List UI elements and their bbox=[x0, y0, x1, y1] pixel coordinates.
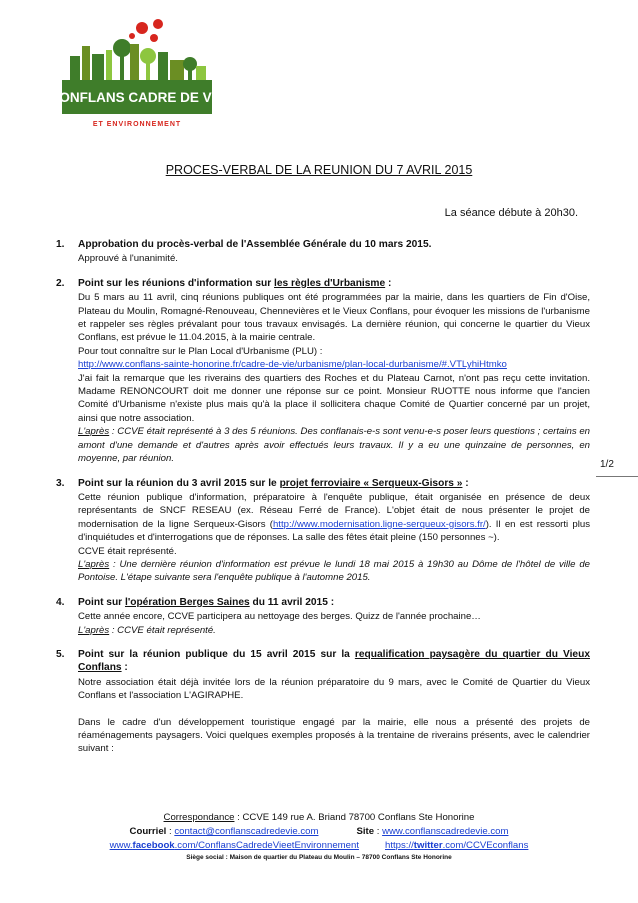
section-paragraph: Notre association était déjà invitée lors de la réunion préparatoire du 9 mars, avec le Comité de Quartier du Vieux Conflans et l'association L'AGIRAPHE. bbox=[78, 676, 590, 702]
link-part: twitter bbox=[413, 840, 443, 851]
footer-contact bbox=[0, 825, 638, 839]
site-label: Site bbox=[356, 826, 375, 837]
apres-label: L'après bbox=[78, 426, 110, 438]
apres-note bbox=[78, 624, 590, 637]
link-part: https:// bbox=[384, 840, 414, 851]
apres-label: L'après bbox=[78, 558, 110, 570]
section-5 bbox=[56, 648, 590, 756]
separator: : bbox=[374, 826, 383, 837]
link-part: facebook bbox=[132, 840, 175, 851]
section-paragraph: Cette année encore, CCVE participera au nettoyage des berges. Quizz de l'année prochaine… bbox=[78, 611, 481, 623]
section-number: 4. bbox=[56, 596, 65, 608]
section-title bbox=[78, 596, 590, 609]
apres-text: : CCVE était représenté à 3 des 5 réunions. Des conflanais-e-s sont venu-e-s poser leurs questions ; certains en amont d'une demande et d'autres après avoir effectués leurs travaux. Il y a eu une quinzaine de personnes, en moyenne, par réunion. bbox=[78, 426, 590, 465]
section-number: 5. bbox=[56, 648, 65, 660]
section-number: 1. bbox=[56, 239, 65, 250]
courriel-label: Courriel bbox=[129, 826, 167, 837]
section-4 bbox=[56, 596, 590, 637]
section-3-heading bbox=[56, 477, 590, 490]
paragraph-part: ). Il en est ressorti plus d'inquiétudes et d'interrogations que de réponses. La salle des fêtes était pleine (150 personnes ~). bbox=[78, 518, 590, 544]
session-start-time: La séance débute à 20h30. bbox=[444, 207, 578, 219]
section-2 bbox=[56, 277, 590, 466]
section-paragraph: Pour tout connaître sur le Plan Local d'Urbanisme (PLU) : bbox=[78, 345, 323, 357]
title-underlined: projet ferroviaire « Serqueux-Gisors » bbox=[279, 477, 463, 489]
section-paragraph: Du 5 mars au 11 avril, cinq réunions publiques ont été programmées par la mairie, dans les quartiers de Fin d'Oise, Plateau du Moulin, Romagné-Renouveau, Chennevières et le Vieux Conflans, pour évoquer les missions de l'urbanisme et rappeler ses règles prévalant pour tous travaux envisagés. La dernière réunion, qui concerne le quartier du Vieux Conflans, est prévue le 11.04.2015, à la mairie centrale. bbox=[78, 292, 590, 344]
logo-skyline bbox=[70, 39, 206, 80]
apres-label: L'après bbox=[78, 624, 110, 636]
section-1-heading bbox=[56, 238, 590, 251]
title-part: : bbox=[385, 277, 392, 289]
title-part: Point sur les réunions d'information sur bbox=[78, 277, 275, 289]
footer bbox=[0, 811, 638, 863]
section-title bbox=[78, 477, 590, 490]
link-part: www. bbox=[109, 840, 133, 851]
section-paragraph: J'ai fait la remarque que les riverains des quartiers des Roches et du Plateau Carnot, n'ont pas reçu cette invitation. Madame RENONCOURT doit me donner une réponse sur ce point. Monsieur RUOTTE nous informe que l'ancien Comité d'Urbanisme n'existe plus mais qu'à la place il sollicitera chaque Comité de Quartier concerné par un projet, ainsi que notre association. bbox=[78, 372, 590, 424]
section-1 bbox=[56, 238, 590, 266]
section-paragraph bbox=[78, 491, 590, 545]
apres-text: : CCVE était représenté. bbox=[109, 624, 216, 636]
footer-siege: Siège social : Maison de quartier du Plateau du Moulin – 78700 Conflans Ste Honorine bbox=[186, 854, 452, 861]
logo-main-text: CONFLANS CADRE DE VIE bbox=[49, 90, 225, 105]
correspondance-label: Correspondance bbox=[163, 812, 235, 823]
website-link[interactable]: www.conflanscadredevie.com bbox=[382, 826, 509, 837]
section-text: Approuvé à l'unanimité. bbox=[78, 253, 178, 265]
apres-note bbox=[78, 558, 590, 585]
link-part: .com/ConflansCadredeVieetEnvironnement bbox=[174, 840, 359, 851]
title-part: du 11 avril 2015 : bbox=[249, 596, 335, 608]
apres-note bbox=[78, 425, 590, 465]
footer-correspondance bbox=[0, 811, 638, 825]
section-title bbox=[78, 277, 590, 290]
title-part: Point sur la réunion du 3 avril 2015 sur le bbox=[78, 477, 280, 489]
serqueux-gisors-link[interactable]: http://www.modernisation.ligne-serqueux-gisors.fr/ bbox=[272, 518, 486, 530]
paragraph-part: Cette réunion publique d'information, préparatoire à l'enquête publique, était organisée en présence de deux représentants de SNCF RESEAU (ex. Réseau Ferré de France). L'objet était de nous présenter le projet de modernisation de la ligne Serqueux-Gisors ( bbox=[78, 491, 590, 530]
association-logo bbox=[49, 16, 225, 132]
twitter-link[interactable] bbox=[385, 840, 528, 851]
section-4-heading bbox=[56, 596, 590, 609]
section-2-heading bbox=[56, 277, 590, 290]
logo-sub-text: ET ENVIRONNEMENT bbox=[92, 121, 182, 128]
section-number: 3. bbox=[56, 477, 65, 489]
title-underlined: les règles d'Urbanisme bbox=[274, 277, 386, 289]
facebook-link[interactable] bbox=[110, 840, 359, 851]
title-part: : bbox=[462, 477, 469, 489]
footer-social bbox=[0, 839, 638, 853]
logo-red-dots bbox=[129, 19, 163, 42]
title-part: : bbox=[121, 662, 128, 674]
section-3 bbox=[56, 477, 590, 585]
section-paragraph: CCVE était représenté. bbox=[78, 545, 177, 557]
page-number-divider bbox=[596, 476, 638, 477]
section-title: Approbation du procès-verbal de l'Assemblée Générale du 10 mars 2015. bbox=[78, 239, 432, 250]
page-number: 1/2 bbox=[600, 459, 614, 470]
document-title: PROCES-VERBAL DE LA REUNION DU 7 AVRIL 2015 bbox=[165, 163, 473, 177]
email-link[interactable]: contact@conflanscadredevie.com bbox=[174, 826, 319, 837]
title-part: Point sur la réunion publique du 15 avril 2015 sur la bbox=[78, 648, 355, 660]
plu-link[interactable]: http://www.conflans-sainte-honorine.fr/cadre-de-vie/urbanisme/plan-local-durbanisme/#.VTLyhiHtmko bbox=[78, 359, 507, 371]
title-underlined: l'opération Berges Saines bbox=[124, 596, 250, 608]
title-underlined: requalification paysagère du quartier du Vieux Conflans bbox=[78, 648, 590, 674]
section-number: 2. bbox=[56, 277, 65, 289]
section-5-heading bbox=[56, 648, 590, 675]
title-part: Point sur bbox=[78, 596, 125, 608]
separator: : bbox=[166, 826, 175, 837]
apres-text: : Une dernière réunion d'information est prévue le lundi 18 mai 2015 à 19h30 au Dôme de l'hôtel de ville de Pontoise. L'étape suivante sera l'enquête publique à l'automne 2015. bbox=[78, 558, 590, 584]
minutes-body bbox=[56, 238, 590, 767]
section-paragraph: Dans le cadre d'un développement touristique engagé par la mairie, elle nous a présenté des projets de réaménagements paysagers. Voici quelques exemples proposés à la trentaine de riverains présents, avec le calendrier suivant : bbox=[78, 716, 590, 755]
link-part: .com/CCVEconflans bbox=[442, 840, 529, 851]
correspondance-address: : CCVE 149 rue A. Briand 78700 Conflans Ste Honorine bbox=[234, 812, 475, 823]
section-title bbox=[78, 648, 590, 675]
